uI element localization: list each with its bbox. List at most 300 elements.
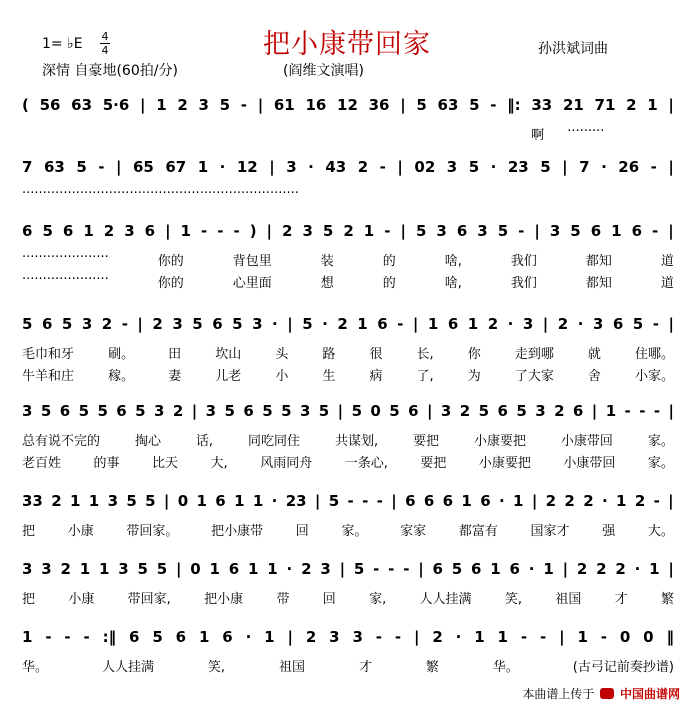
note: 5	[322, 222, 334, 240]
lyric-syllable: 才	[358, 660, 372, 675]
lyric-syllable: 稼。	[108, 369, 135, 384]
barline: |	[137, 315, 143, 333]
note: 5	[219, 96, 231, 114]
note: 6	[432, 560, 443, 578]
note: 5	[516, 402, 527, 420]
note: 6	[377, 315, 388, 333]
barline: ‖	[666, 628, 674, 646]
lyric-syllable: 毛巾和牙	[22, 347, 75, 362]
lyric-row	[22, 272, 674, 291]
note: 2	[583, 492, 594, 510]
lyric-syllable: 坎山	[215, 347, 242, 362]
lyric-row	[22, 430, 674, 449]
lyric-syllable: 都富有	[458, 524, 498, 539]
lyric-syllable: 就	[587, 347, 601, 362]
lyric-syllable: 同吃同住	[247, 434, 300, 449]
barline: |	[400, 222, 406, 240]
barline: |	[140, 96, 146, 114]
note: 1	[196, 492, 207, 510]
lyric-syllable: 生	[322, 369, 336, 384]
note: 7	[22, 158, 33, 176]
lyric-syllable: 把	[22, 524, 36, 539]
note: 2	[305, 628, 317, 646]
note: 1	[156, 96, 167, 114]
note: 6	[612, 315, 624, 333]
lyric-syllable: 风雨同舟	[260, 456, 313, 471]
note: 6	[408, 402, 419, 420]
barline: |	[418, 560, 424, 578]
barline: |	[165, 222, 171, 240]
note: 3	[205, 402, 217, 420]
note: 2	[51, 492, 62, 510]
note: 5	[76, 158, 87, 176]
note: 1	[180, 222, 191, 240]
lyric-syllable: 的	[382, 254, 396, 269]
lyric-syllable: 都知	[585, 276, 612, 291]
note: 33	[531, 96, 553, 114]
lyric-syllable: 装	[320, 254, 334, 269]
note: -	[650, 158, 657, 176]
lyric-syllable: 繁	[425, 660, 439, 675]
note: 5	[416, 96, 427, 114]
note: 1	[248, 560, 259, 578]
note: 6	[175, 628, 187, 646]
note: 1	[649, 560, 660, 578]
lyric-syllable: 人人挂满	[101, 660, 154, 675]
barline: |	[287, 628, 293, 646]
lyric-syllable: 啥,	[444, 254, 462, 269]
note: 1	[513, 492, 524, 510]
note: 6	[590, 222, 602, 240]
note: 16	[305, 96, 327, 114]
lyric-syllable: 祖国	[278, 660, 305, 675]
lyric-syllable: 回	[295, 524, 309, 539]
note: 2	[564, 492, 575, 510]
barline: |	[668, 492, 674, 510]
lyric-syllable: 病	[369, 369, 383, 384]
lyric-syllable: 小康要把	[473, 434, 526, 449]
note: 2	[596, 560, 607, 578]
site-logo-icon	[600, 688, 614, 699]
key-signature: 1= ♭E	[42, 36, 83, 52]
note: 5	[152, 628, 163, 646]
barline: |	[337, 402, 344, 420]
lyric-syllable: 长,	[416, 347, 434, 362]
lyric-syllable: 田	[168, 347, 182, 362]
note: 3	[198, 96, 209, 114]
note: 6	[471, 560, 482, 578]
note: -	[394, 628, 402, 646]
note: 3	[302, 222, 313, 240]
lyric-syllable: 道	[660, 276, 674, 291]
note: 0	[619, 628, 631, 646]
lyric-row	[22, 124, 674, 143]
note: 2	[487, 315, 499, 333]
note: 23	[285, 492, 307, 510]
note: 6	[480, 492, 491, 510]
composer-credit: 孙洪斌词曲	[538, 41, 608, 57]
notation-row	[22, 492, 674, 510]
lyric-syllable: 为	[467, 369, 481, 384]
note: 5	[145, 492, 156, 510]
note: 12	[337, 96, 358, 114]
lyric-syllable: 把	[22, 592, 36, 607]
note: 1	[647, 96, 658, 114]
note: 63	[43, 158, 65, 176]
note: 6	[129, 628, 140, 646]
notation-row	[22, 222, 674, 240]
note: -	[388, 560, 395, 578]
note: -	[653, 492, 660, 510]
notation-row	[22, 315, 674, 333]
note: -	[379, 158, 386, 176]
lyric-syllable: 要把	[413, 434, 440, 449]
note: 0	[643, 628, 654, 646]
note: 2	[282, 222, 293, 240]
note: 2	[103, 222, 115, 240]
note: -	[347, 492, 354, 510]
note: 2	[172, 402, 184, 420]
note: 1	[461, 492, 472, 510]
note: 7	[579, 158, 590, 176]
lyric-syllable: 小	[275, 369, 289, 384]
note: -	[653, 402, 661, 420]
note: -	[403, 560, 410, 578]
note: 1	[198, 628, 210, 646]
note: 3	[522, 315, 534, 333]
barline: |	[427, 402, 433, 420]
meter-top: 4	[101, 30, 109, 43]
barline: |	[287, 315, 293, 333]
notation-row	[22, 158, 674, 176]
note: ·	[272, 315, 278, 333]
time-signature	[100, 31, 110, 56]
note: 5	[570, 222, 581, 240]
note: -	[490, 96, 497, 114]
note: 0	[370, 402, 381, 420]
note: 6	[59, 402, 71, 420]
barline: |	[531, 492, 538, 510]
lyric-syllable: 国家才	[530, 524, 570, 539]
note: 0	[190, 560, 201, 578]
note: 1	[467, 315, 479, 333]
note: 3	[477, 222, 488, 240]
note: 5	[353, 560, 365, 578]
note: 3	[329, 628, 340, 646]
note: 6	[22, 222, 33, 240]
note: 6	[62, 222, 74, 240]
page-title: 把小康带回家	[263, 29, 431, 60]
barline: |	[257, 96, 264, 114]
note: -	[373, 560, 380, 578]
note: 1	[209, 560, 220, 578]
lyric-syllable: 华。	[22, 660, 49, 675]
note: 5	[318, 402, 330, 420]
note: 5	[40, 402, 52, 420]
note: 36	[368, 96, 390, 114]
lyric-syllable: 华。	[492, 660, 519, 675]
note: 3	[118, 560, 129, 578]
lyric-syllable: 你的	[157, 276, 184, 291]
note: 3	[352, 628, 363, 646]
note: 2	[626, 96, 637, 114]
barline: |	[668, 315, 674, 333]
note: 1	[497, 628, 508, 646]
barline: |	[559, 628, 565, 646]
note: -	[652, 315, 659, 333]
note: 3	[154, 402, 165, 420]
note: 2	[101, 315, 113, 333]
note: 3	[22, 560, 33, 578]
notation-row	[22, 560, 674, 578]
note: 2	[557, 315, 569, 333]
lyric-syllable: 的事	[93, 456, 120, 471]
barline: |	[115, 158, 122, 176]
lyric-syllable: 想	[320, 276, 334, 291]
barline: |	[400, 96, 406, 114]
barline: |	[591, 402, 598, 420]
note: -	[200, 222, 208, 240]
barline: |	[163, 492, 170, 510]
barline: |	[176, 560, 182, 578]
note: -	[639, 402, 646, 420]
note: 5	[302, 315, 313, 333]
lyric-syllable: 小康要把	[478, 456, 531, 471]
note: 6	[456, 222, 468, 240]
note: ·	[528, 560, 535, 578]
note: 1	[252, 492, 264, 510]
lyric-syllable: 啥,	[444, 276, 462, 291]
singer-credit: (阎维文演唱)	[283, 63, 364, 79]
note: 3	[41, 560, 52, 578]
note: 5	[468, 158, 480, 176]
note: 5	[281, 402, 292, 420]
lyric-syllable: 家,	[369, 592, 387, 607]
lyric-syllable: 我们	[510, 254, 537, 269]
lyric-syllable: 妻	[168, 369, 182, 384]
note: 3	[446, 158, 458, 176]
note: 3	[535, 402, 546, 420]
lyric-syllable: 头	[275, 347, 289, 362]
note: 2	[432, 628, 443, 646]
lyric-syllable: 小康带回	[563, 456, 616, 471]
lyric-syllable: 的	[382, 276, 396, 291]
lyric-syllable: 啊	[531, 128, 545, 143]
note: 3	[252, 315, 263, 333]
note: 3	[172, 315, 183, 333]
note: 6	[212, 315, 223, 333]
note: ·	[601, 492, 608, 510]
lyric-syllable: 家。	[647, 434, 674, 449]
note: 6	[631, 222, 643, 240]
lyric-syllable: 心里面	[232, 276, 272, 291]
lyric-row	[22, 588, 674, 607]
lyric-syllable: 走到哪	[514, 347, 554, 362]
note: 3	[549, 222, 561, 240]
note: ·	[271, 492, 278, 510]
note: 1	[543, 560, 554, 578]
note: 3	[440, 402, 452, 420]
lyric-syllable: 刷。	[108, 347, 135, 362]
lyric-syllable: 住哪。	[634, 347, 674, 362]
lyric-syllable: 大。	[647, 524, 674, 539]
lyric-syllable: (古弓记前奏抄谱)	[572, 660, 674, 675]
barline: |	[562, 158, 568, 176]
note: 5	[262, 402, 273, 420]
note: 61	[273, 96, 295, 114]
footer-prefix: 本曲谱上传于	[522, 687, 595, 701]
note: -	[600, 628, 607, 646]
note: 2	[357, 158, 369, 176]
note: 6	[572, 402, 584, 420]
note: 1	[611, 222, 622, 240]
note: 5	[22, 315, 33, 333]
note: 63	[71, 96, 93, 114]
lyric-syllable: 一条心,	[344, 456, 388, 471]
note: 2	[554, 402, 565, 420]
note: 1	[363, 222, 375, 240]
lyric-syllable: 老百姓	[22, 456, 62, 471]
lyric-syllable: 把小康带	[211, 524, 264, 539]
note: 3	[124, 222, 135, 240]
note: 6	[442, 492, 454, 510]
footer-credit	[522, 685, 680, 702]
notation-row	[22, 96, 674, 114]
lyric-syllable: 带	[276, 592, 290, 607]
note: -	[362, 492, 369, 510]
note: -	[45, 628, 52, 646]
note: 6	[509, 560, 520, 578]
note: -	[240, 96, 247, 114]
lyric-syllable: 我们	[510, 276, 537, 291]
note: -	[539, 628, 547, 646]
note: -	[98, 158, 105, 176]
lyric-syllable: ·········	[567, 124, 605, 139]
lyric-syllable: 比天	[152, 456, 179, 471]
lyric-syllable: 很	[369, 347, 383, 362]
note: 5	[126, 492, 137, 510]
barline: |	[668, 96, 674, 114]
lyric-syllable: 小康	[68, 592, 95, 607]
lyric-row	[22, 250, 674, 269]
note: 1	[490, 560, 501, 578]
note: 1	[577, 628, 588, 646]
note: 5	[389, 402, 400, 420]
note: 1	[197, 158, 209, 176]
note: 2	[459, 402, 471, 420]
note: -	[121, 315, 128, 333]
lyric-syllable: 家。	[341, 524, 368, 539]
note: -	[233, 222, 240, 240]
lyric-row	[22, 656, 674, 675]
note: 1	[83, 222, 94, 240]
note: -	[83, 628, 90, 646]
lyric-syllable: 背包里	[232, 254, 272, 269]
lyric-syllable: ·····················	[22, 272, 109, 287]
note: -	[518, 222, 525, 240]
barline: |	[391, 492, 397, 510]
lyric-syllable: 小康带回	[560, 434, 613, 449]
note: 1	[616, 492, 627, 510]
note: ·	[634, 560, 641, 578]
note: 3	[436, 222, 447, 240]
lyric-syllable: 都知	[585, 254, 612, 269]
note: 5	[351, 402, 362, 420]
note: 3	[299, 402, 311, 420]
note: 3	[320, 560, 331, 578]
lyric-syllable: 要把	[420, 456, 447, 471]
note: 3	[22, 402, 33, 420]
note: 5	[135, 402, 146, 420]
note: ·	[286, 560, 293, 578]
note: ·	[498, 492, 505, 510]
note: ·	[577, 315, 584, 333]
note: 5	[224, 402, 235, 420]
lyric-syllable: 家。	[647, 456, 674, 471]
note: ·	[507, 315, 514, 333]
note: 5	[61, 315, 73, 333]
note: 2	[634, 492, 646, 510]
note: 1	[605, 402, 617, 420]
note: 2	[337, 315, 348, 333]
lyric-syllable: 带回家。	[126, 524, 179, 539]
note: 63	[437, 96, 459, 114]
note: 6	[405, 492, 416, 510]
note: 33	[22, 492, 43, 510]
lyric-row	[22, 452, 674, 471]
note: 3	[286, 158, 297, 176]
barline: |	[266, 222, 273, 240]
note: 6	[243, 402, 254, 420]
lyric-syllable: 才	[614, 592, 628, 607]
note: ·	[601, 158, 607, 176]
note: 67	[165, 158, 187, 176]
lyric-row	[22, 365, 674, 384]
barline: |	[191, 402, 198, 420]
note: 2	[301, 560, 312, 578]
note: 6	[423, 492, 435, 510]
note: 2	[60, 560, 71, 578]
note: 6	[144, 222, 156, 240]
note: 5	[632, 315, 644, 333]
lyric-row	[22, 343, 674, 362]
barline: |	[339, 560, 346, 578]
note: 6	[222, 628, 233, 646]
lyric-syllable: 路	[322, 347, 336, 362]
lyric-syllable: 话,	[195, 434, 214, 449]
note: -	[624, 402, 631, 420]
lyric-syllable: 儿老	[215, 369, 242, 384]
lyric-syllable: 带回家,	[127, 592, 171, 607]
lyric-syllable: ·····················	[22, 250, 109, 265]
note: 5	[328, 492, 340, 510]
lyric-syllable: 人人挂满	[419, 592, 472, 607]
barline: |	[397, 158, 403, 176]
barline: |	[269, 158, 275, 176]
note: 1	[70, 492, 81, 510]
note: -	[384, 222, 391, 240]
note: 0	[177, 492, 189, 510]
note: 6	[497, 402, 508, 420]
note: ·	[455, 628, 462, 646]
note: 5	[478, 402, 490, 420]
note: 5	[451, 560, 463, 578]
note: 2	[615, 560, 626, 578]
lyric-syllable: 道	[660, 254, 674, 269]
lyric-syllable: 小康	[67, 524, 94, 539]
tempo-marking: 深情 自豪地(60拍/分)	[42, 63, 178, 79]
note: 1	[264, 628, 275, 646]
